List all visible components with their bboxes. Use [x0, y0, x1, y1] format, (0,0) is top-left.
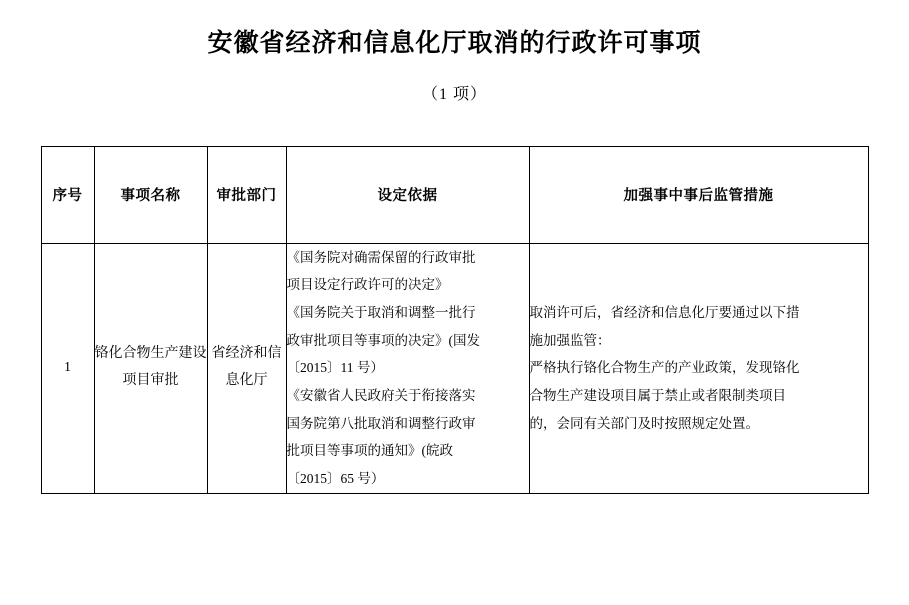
basis-line: 〔2015〕65 号） — [286, 470, 385, 486]
basis-line: 《国务院对确需保留的行政审批 — [286, 249, 476, 265]
page-subtitle: （1 项） — [421, 85, 487, 103]
table-row — [41, 243, 868, 493]
header-cell-dept: 审批部门 — [207, 146, 286, 243]
header-cell-name: 事项名称 — [94, 146, 207, 243]
measure-line: 合物生产建设项目属于禁止或者限制类项目 — [529, 387, 786, 403]
cell-name: 铬化合物生产建设项目审批 — [94, 243, 207, 493]
basis-line: 《国务院关于取消和调整一批行 — [286, 304, 476, 320]
document-page — [0, 28, 909, 605]
basis-line: 项目设定行政许可的决定》 — [286, 277, 449, 293]
permit-items-table — [41, 146, 869, 494]
header-cell-measures: 加强事中事后监管措施 — [529, 146, 868, 243]
header-cell-basis: 设定依据 — [286, 146, 529, 243]
measure-line: 严格执行铬化合物生产的产业政策，发现铬化 — [529, 360, 800, 376]
cell-basis — [286, 243, 529, 493]
measure-line: 施加强监管： — [529, 332, 611, 348]
header-cell-seq: 序号 — [41, 146, 94, 243]
basis-line: 政审批项目等事项的决定》(国发 — [286, 332, 480, 348]
measure-line: 取消许可后，省经济和信息化厅要通过以下措 — [529, 304, 800, 320]
page-title: 安徽省经济和信息化厅取消的行政许可事项 — [207, 30, 702, 57]
basis-line: 国务院第八批取消和调整行政审 — [286, 415, 476, 431]
table-body — [41, 243, 868, 493]
basis-line: 批项目等事项的通知》(皖政 — [286, 443, 453, 459]
cell-dept: 省经济和信息化厅 — [207, 243, 286, 493]
cell-seq: 1 — [41, 243, 94, 493]
table-header-row — [41, 146, 868, 243]
measure-line: 的，会同有关部门及时按照规定处置。 — [529, 415, 759, 431]
basis-line: 〔2015〕11 号） — [286, 360, 384, 376]
basis-line: 《安徽省人民政府关于衔接落实 — [286, 387, 476, 403]
cell-measures — [529, 243, 868, 493]
table-header — [41, 146, 868, 243]
